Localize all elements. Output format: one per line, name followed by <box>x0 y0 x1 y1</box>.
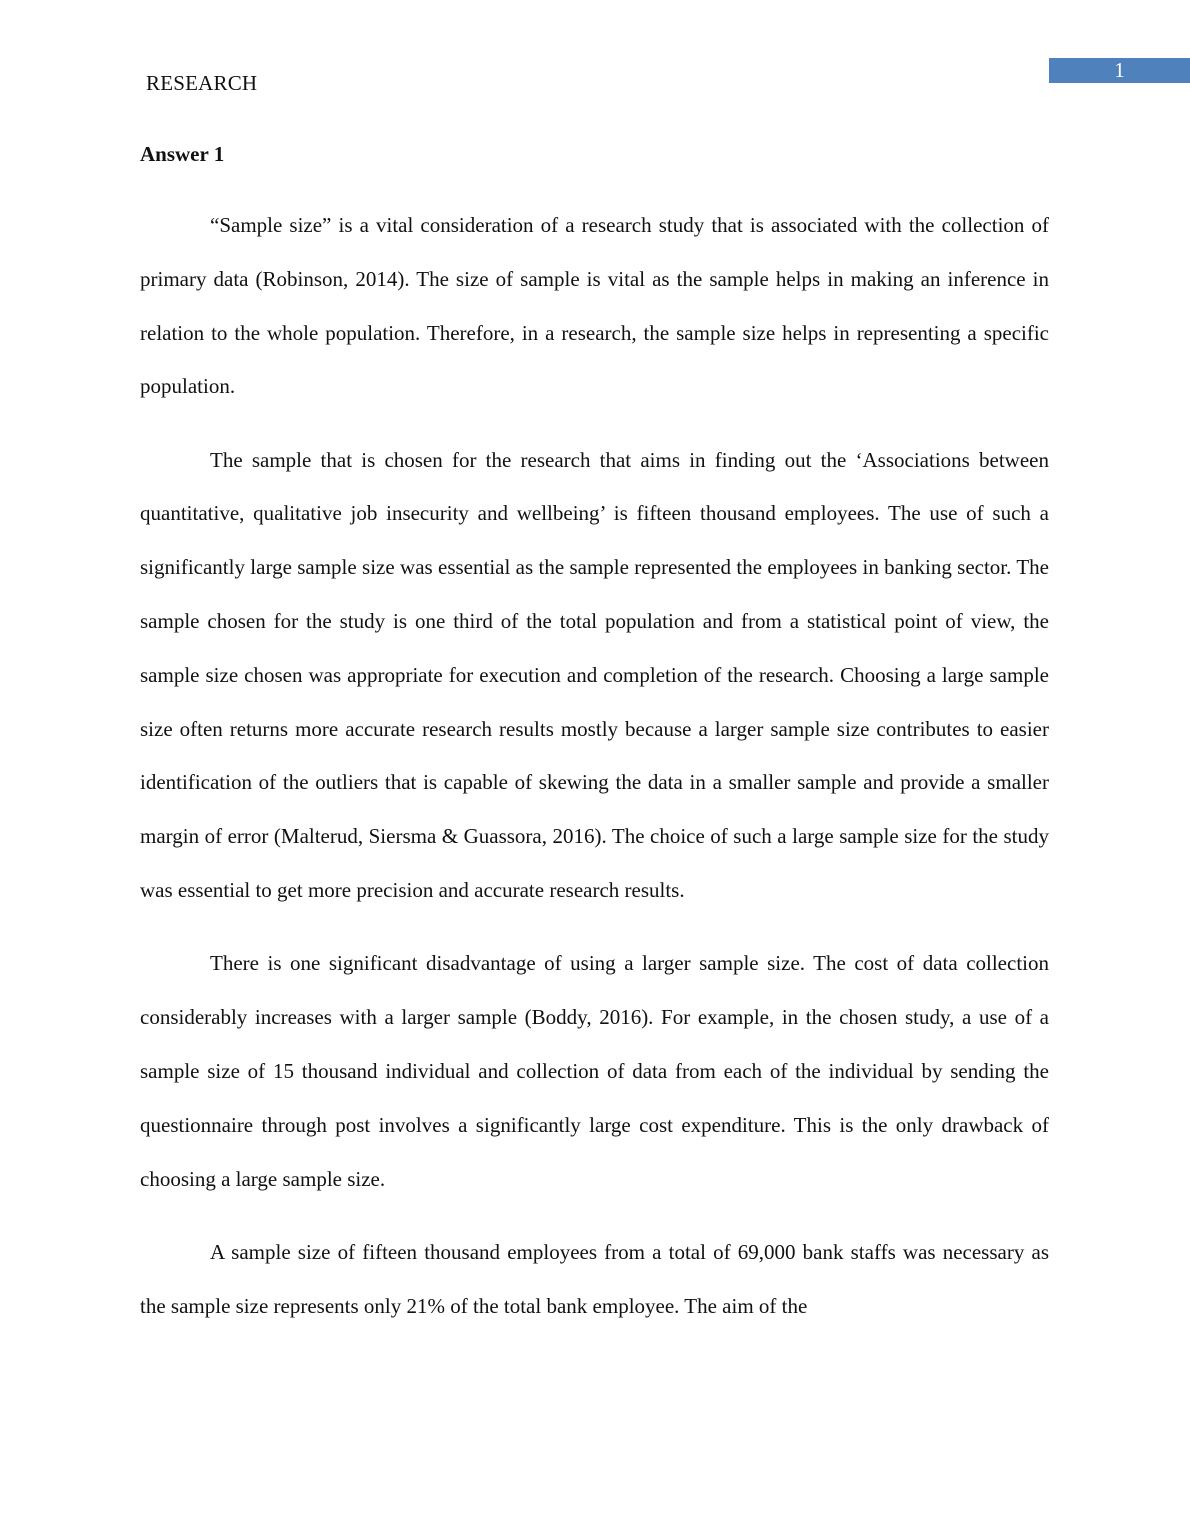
paragraph-3: There is one significant disadvantage of using a larger sample size. The cost of data collection considerably increases with a larger sample (Boddy, 2016). For example, in the chosen study, a use of a sample size of 15 thousand individual and collection of data from each of the individual by sending the questionnaire through post involves a significantly large cost expenditure. This is the only drawback of choosing a large sample size. <box>140 951 1049 1191</box>
paragraph-1: “Sample size” is a vital consideration of a research study that is associated with the collection of primary data (Robinson, 2014). The size of sample is vital as the sample helps in making an inference in relation to the whole population. Therefore, in a research, the sample size helps in representing a specific population. <box>140 213 1049 399</box>
body-text <box>140 199 1049 1353</box>
paragraph-4: A sample size of fifteen thousand employees from a total of 69,000 bank staffs was necessary as the sample size represents only 21% of the total bank employee. The aim of the <box>140 1239 1049 1318</box>
section-heading: Answer 1 <box>140 142 225 166</box>
running-head: RESEARCH <box>146 71 258 95</box>
paragraph-2: The sample that is chosen for the research that aims in finding out the ‘Associations between quantitative, qualitative job insecurity and wellbeing’ is fifteen thousand employees. The use of such a significantly large sample size was essential as the sample represented the employees in banking sector. The sample chosen for the study is one third of the total population and from a statistical point of view, the sample size chosen was appropriate for execution and completion of the research. Choosing a large sample size often returns more accurate research results mostly because a larger sample size contributes to easier identification of the outliers that is capable of skewing the data in a smaller sample and provide a smaller margin of error (Malterud, Siersma & Guassora, 2016). The choice of such a large sample size for the study was essential to get more precision and accurate research results. <box>140 447 1049 903</box>
page-number: 1 <box>1114 58 1125 82</box>
page-number-bar <box>1049 58 1190 83</box>
